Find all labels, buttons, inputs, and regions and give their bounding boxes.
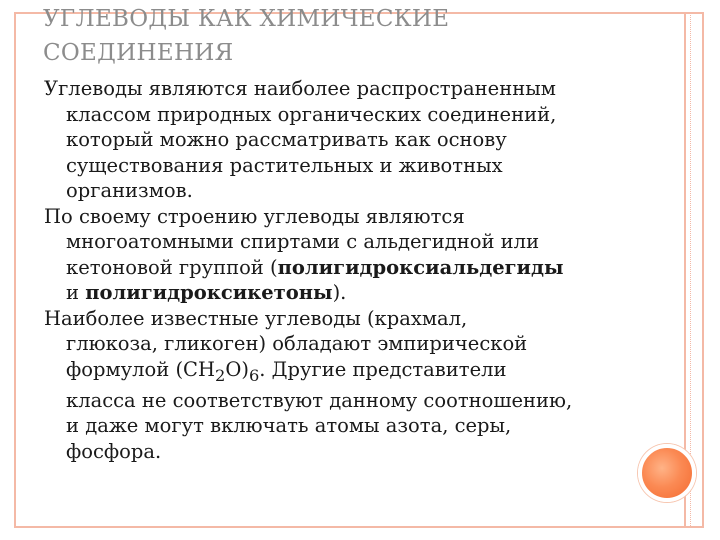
p1-line-3: который можно рассматривать как основу — [66, 128, 507, 151]
formula-subscript-6: 6 — [248, 365, 260, 385]
title-line-1: УГЛЕВОДЫ КАК ХИМИЧЕСКИЕ — [43, 6, 450, 32]
formula-suffix: . Другие представители — [259, 357, 507, 381]
p2-line-4-prefix: и — [66, 281, 86, 304]
p3-line-4: класса не соответствуют данному соотношению, — [66, 388, 573, 412]
formula-subscript-2: 2 — [214, 365, 226, 385]
term-polyhydroxyketones: полигидроксикетоны — [85, 281, 333, 304]
term-polyhydroxyaldehydes: полигидроксиальдегиды — [277, 255, 564, 279]
p1-line-2: классом природных органических соединений, — [66, 102, 557, 126]
p1-line-4: существования растительных и животных — [66, 153, 503, 177]
paragraph-3 — [44, 306, 634, 465]
title-line-2: СОЕДИНЕНИЯ — [43, 40, 234, 66]
paragraph-2 — [44, 204, 634, 306]
p1-line-5: организмов. — [66, 179, 193, 202]
p2-line-3-prefix: кетоновой группой ( — [66, 255, 278, 279]
formula-mid: O) — [225, 357, 249, 381]
p2-line-1: По своему строению углеводы являются — [44, 204, 465, 228]
slide-body — [44, 76, 634, 464]
formula-prefix: формулой (CH — [66, 357, 215, 381]
p3-line-2: глюкоза, гликоген) обладают эмпирической — [66, 332, 528, 355]
slide-title — [43, 2, 643, 70]
decorative-circle — [638, 444, 696, 502]
p1-line-1: Углеводы являются наиболее распространенным — [44, 77, 556, 100]
paragraph-1 — [44, 76, 634, 204]
frame-dotted-line — [690, 12, 691, 528]
p3-line-5: и даже могут включать атомы азота, серы, — [66, 414, 512, 438]
p3-line-1: Наиболее известные углеводы (крахмал, — [44, 306, 468, 330]
p3-line-6: фосфора. — [66, 439, 162, 463]
p2-line-2: многоатомными спиртами с альдегидной или — [66, 230, 540, 253]
p2-line-4-suffix: ). — [332, 281, 347, 304]
